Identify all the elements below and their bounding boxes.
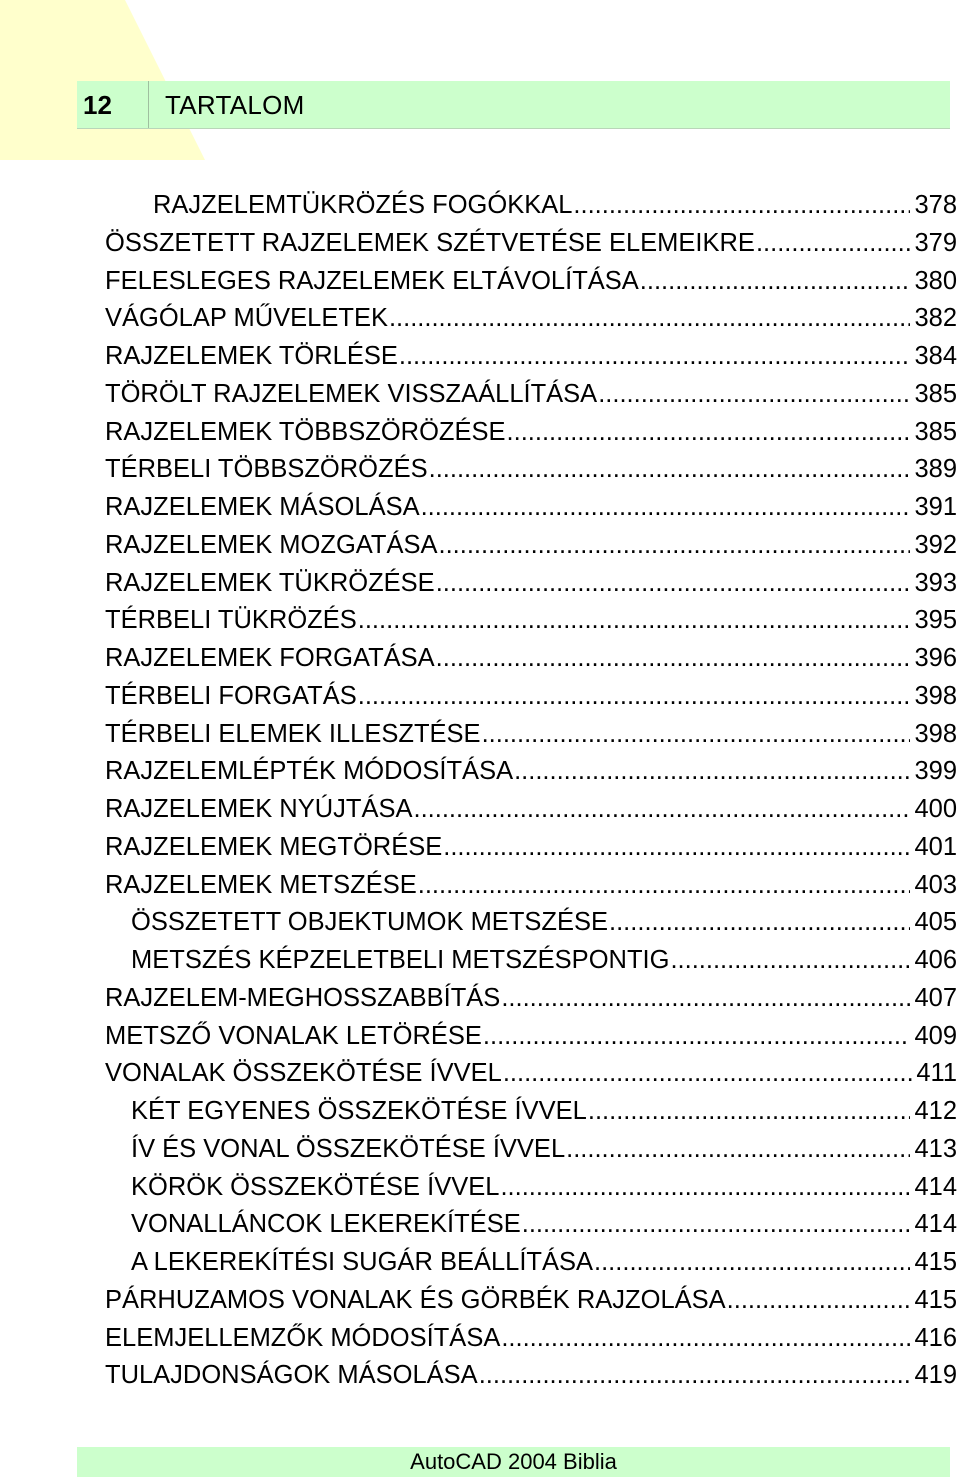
toc-dot-leader [443,829,910,867]
toc-entry-page: 401 [914,832,957,861]
toc-entry-page: 378 [914,191,957,219]
toc-entry-title: RAJZELEMEK MÁSOLÁSA [105,493,420,521]
toc-dot-leader [358,678,911,716]
toc-entry-page: 416 [914,1323,957,1352]
toc-entry-page: 385 [914,417,957,446]
toc-dot-leader [522,1206,911,1244]
toc-dot-leader [594,1244,910,1282]
toc-entry-title: RAJZELEMEK TÜKRÖZÉSE [105,568,435,597]
toc-entry-page: 399 [914,757,957,786]
toc-dot-leader [501,1320,910,1358]
toc-entry-page: 407 [914,983,957,1012]
toc-dot-leader [501,980,910,1018]
page-header [77,81,950,129]
toc-entry[interactable] [0,753,960,791]
toc-dot-leader [727,1282,911,1320]
toc-entry-page: 400 [914,795,957,823]
toc-dot-leader [436,640,911,678]
toc-entry-page: 409 [914,1021,957,1050]
toc-entry-title: RAJZELEMEK MOZGATÁSA [105,530,438,559]
toc-entry[interactable] [0,1169,960,1207]
toc-entry[interactable] [0,225,960,263]
toc-entry-page: 392 [914,530,957,559]
toc-dot-leader [389,300,910,338]
toc-entry-title: KÖRÖK ÖSSZEKÖTÉSE ÍVVEL [131,1172,500,1201]
toc-dot-leader [482,716,911,754]
toc-entry-page: 393 [914,568,957,597]
toc-entry-title: TÉRBELI TÖBBSZÖRÖZÉS [105,455,428,484]
toc-entry[interactable] [0,716,960,754]
toc-entry-title: RAJZELEMEK NYÚJTÁSA [105,795,413,823]
table-of-contents [0,187,960,1395]
toc-dot-leader [439,527,911,565]
toc-entry-page: 405 [914,908,957,937]
page-footer: AutoCAD 2004 Biblia [77,1447,950,1477]
toc-entry[interactable] [0,527,960,565]
toc-dot-leader [413,791,910,829]
toc-entry[interactable] [0,451,960,489]
toc-entry-title: RAJZELEMTÜKRÖZÉS FOGÓKKAL [153,191,573,219]
toc-dot-leader [418,867,911,905]
toc-entry-page: 384 [914,342,957,370]
toc-entry-page: 414 [914,1172,957,1201]
toc-entry-page: 382 [914,304,957,333]
toc-dot-leader [609,904,910,942]
toc-entry-title: A LEKEREKÍTÉSI SUGÁR BEÁLLÍTÁSA [131,1248,594,1276]
toc-entry[interactable] [0,1320,960,1358]
toc-entry[interactable] [0,678,960,716]
toc-entry-title: METSZŐ VONALAK LETÖRÉSE [105,1021,482,1050]
toc-entry[interactable] [0,829,960,867]
toc-dot-leader [429,451,911,489]
toc-dot-leader [566,1131,910,1169]
toc-entry-title: VONALAK ÖSSZEKÖTÉSE ÍVVEL [105,1059,502,1088]
toc-entry-page: 413 [914,1134,957,1163]
toc-entry-page: 391 [914,493,957,521]
toc-dot-leader [436,565,911,603]
toc-entry-page: 415 [914,1248,957,1276]
toc-entry[interactable] [0,640,960,678]
toc-dot-leader [507,414,911,452]
toc-entry-page: 398 [914,681,957,710]
toc-entry-title: TÉRBELI ELEMEK ILLESZTÉSE [105,719,481,748]
toc-entry[interactable] [0,300,960,338]
toc-entry-title: RAJZELEMEK TÖRLÉSE [105,342,398,370]
toc-entry[interactable] [0,602,960,640]
toc-entry-title: METSZÉS KÉPZELETBELI METSZÉSPONTIG [131,946,670,974]
toc-entry-page: 419 [914,1361,957,1390]
toc-entry[interactable] [0,263,960,301]
toc-entry[interactable] [0,1093,960,1131]
toc-entry-title: TÖRÖLT RAJZELEMEK VISSZAÁLLÍTÁSA [105,379,598,408]
header-underline [77,128,950,129]
toc-entry-title: ÖSSZETETT RAJZELEMEK SZÉTVETÉSE ELEMEIKRE [105,228,755,257]
toc-entry-title: RAJZELEMEK FORGATÁSA [105,644,435,672]
toc-entry[interactable] [0,1018,960,1056]
toc-dot-leader [756,225,911,263]
toc-entry[interactable] [0,1357,960,1395]
toc-entry-title: FELESLEGES RAJZELEMEK ELTÁVOLÍTÁSA [105,266,639,295]
toc-dot-leader [479,1357,911,1395]
page-number: 12 [83,90,112,120]
toc-entry[interactable] [0,942,960,980]
toc-dot-leader [503,1055,913,1093]
toc-entry[interactable] [0,904,960,942]
toc-dot-leader [399,338,911,376]
toc-entry[interactable] [0,1244,960,1282]
toc-dot-leader [573,187,910,225]
toc-entry-title: RAJZELEMEK TÖBBSZÖRÖZÉSE [105,417,506,446]
toc-entry-page: 412 [914,1097,957,1125]
toc-dot-leader [483,1018,911,1056]
toc-entry[interactable] [0,867,960,905]
toc-entry-title: RAJZELEMEK MEGTÖRÉSE [105,832,443,861]
toc-entry-title: ÍV ÉS VONAL ÖSSZEKÖTÉSE ÍVVEL [131,1134,566,1163]
toc-entry[interactable] [0,565,960,603]
toc-entry[interactable] [0,1055,960,1093]
toc-entry-title: RAJZELEMLÉPTÉK MÓDOSÍTÁSA [105,757,514,786]
toc-entry[interactable] [0,1131,960,1169]
toc-entry-page: 414 [914,1210,957,1239]
toc-entry-title: RAJZELEM-MEGHOSSZABBÍTÁS [105,983,501,1012]
toc-dot-leader [500,1169,910,1207]
toc-entry-title: KÉT EGYENES ÖSSZEKÖTÉSE ÍVVEL [131,1097,587,1125]
toc-dot-leader [598,376,910,414]
page-title: TARTALOM [165,90,305,120]
toc-entry-title: PÁRHUZAMOS VONALAK ÉS GÖRBÉK RAJZOLÁSA [105,1285,726,1314]
toc-entry-page: 385 [914,379,957,408]
header-divider [148,81,149,129]
toc-entry[interactable] [0,187,960,225]
toc-entry[interactable] [0,414,960,452]
toc-entry[interactable] [0,338,960,376]
toc-entry[interactable] [0,1282,960,1320]
toc-entry-page: 411 [916,1059,957,1088]
toc-entry-page: 406 [914,946,957,974]
toc-entry-title: TULAJDONSÁGOK MÁSOLÁSA [105,1361,478,1390]
toc-entry[interactable] [0,980,960,1018]
toc-entry-page: 403 [914,870,957,899]
toc-entry[interactable] [0,791,960,829]
toc-entry-title: VÁGÓLAP MŰVELETEK [105,304,388,333]
toc-entry-page: 396 [914,644,957,672]
toc-dot-leader [358,602,911,640]
toc-entry-page: 395 [914,606,957,635]
toc-entry[interactable] [0,1206,960,1244]
toc-dot-leader [670,942,910,980]
toc-entry-title: ÖSSZETETT OBJEKTUMOK METSZÉSE [131,908,609,937]
toc-entry-page: 380 [914,266,957,295]
toc-entry-page: 398 [914,719,957,748]
toc-entry-page: 379 [914,228,957,257]
toc-entry-title: TÉRBELI FORGATÁS [105,681,357,710]
toc-dot-leader [421,489,911,527]
toc-entry-title: TÉRBELI TÜKRÖZÉS [105,606,357,635]
toc-entry-page: 415 [914,1285,957,1314]
toc-entry-title: RAJZELEMEK METSZÉSE [105,870,417,899]
toc-dot-leader [640,263,911,301]
toc-entry-page: 389 [914,455,957,484]
toc-entry[interactable] [0,489,960,527]
toc-entry[interactable] [0,376,960,414]
toc-dot-leader [514,753,910,791]
toc-entry-title: ELEMJELLEMZŐK MÓDOSÍTÁSA [105,1323,501,1352]
toc-dot-leader [588,1093,911,1131]
toc-entry-title: VONALLÁNCOK LEKEREKÍTÉSE [131,1210,521,1239]
